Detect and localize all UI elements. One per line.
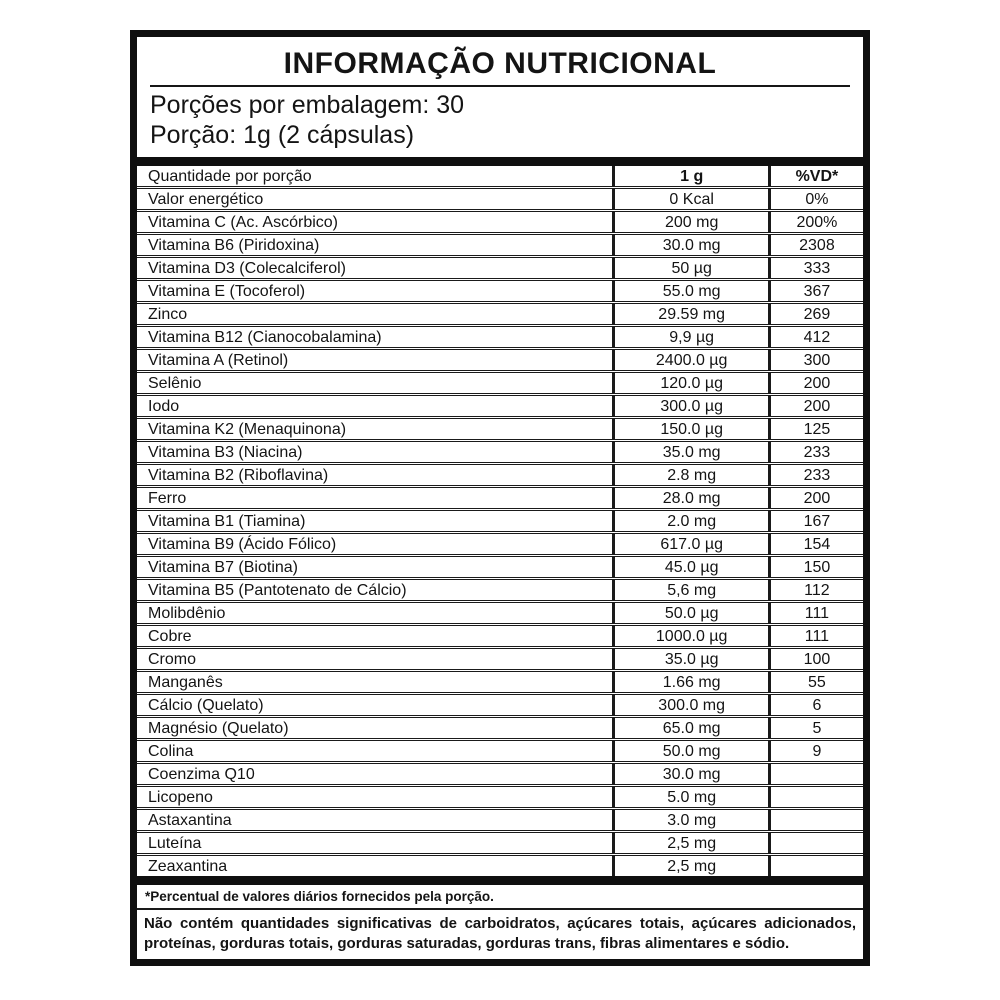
nutrient-name: Selênio [137,372,614,395]
nutrient-dv: 55 [769,671,863,694]
nutrient-row [137,556,863,579]
nutrient-amount: 55.0 mg [614,280,769,303]
nutrient-name: Iodo [137,395,614,418]
nutrient-row [137,510,863,533]
nutrient-name: Vitamina E (Tocoferol) [137,280,614,303]
nutrient-row [137,188,863,211]
nutrient-amount: 35.0 µg [614,648,769,671]
nutrient-dv: 300 [769,349,863,372]
nutrient-row [137,855,863,877]
nutrition-label-frame [130,30,870,966]
nutrient-name: Licopeno [137,786,614,809]
nutrient-amount: 1.66 mg [614,671,769,694]
nutrient-amount: 30.0 mg [614,234,769,257]
column-header-quantity: Quantidade por porção [137,166,614,188]
nutrient-row [137,579,863,602]
nutrient-row [137,694,863,717]
column-header-amount: 1 g [614,166,769,188]
nutrient-row [137,671,863,694]
nutrient-row [137,326,863,349]
nutrient-amount: 45.0 µg [614,556,769,579]
nutrient-dv: 111 [769,602,863,625]
nutrient-dv: 2308 [769,234,863,257]
daily-value-footnote: *Percentual de valores diários fornecidos pela porção. [137,885,863,910]
nutrient-row [137,717,863,740]
nutrient-amount: 200 mg [614,211,769,234]
nutrient-dv: 200 [769,487,863,510]
nutrient-dv: 125 [769,418,863,441]
table-bottom-bar [137,876,863,885]
nutrient-amount: 50.0 mg [614,740,769,763]
nutrient-name: Magnésio (Quelato) [137,717,614,740]
nutrient-name: Valor energético [137,188,614,211]
nutrient-amount: 617.0 µg [614,533,769,556]
nutrient-row [137,602,863,625]
nutrient-amount: 9,9 µg [614,326,769,349]
nutrient-name: Vitamina B6 (Piridoxina) [137,234,614,257]
nutrient-amount: 2,5 mg [614,832,769,855]
header-row [137,166,863,188]
nutrient-name: Luteína [137,832,614,855]
nutrient-amount: 2400.0 µg [614,349,769,372]
nutrient-name: Vitamina B3 (Niacina) [137,441,614,464]
nutrient-row [137,809,863,832]
nutrient-name: Vitamina B2 (Riboflavina) [137,464,614,487]
nutrient-row [137,441,863,464]
no-significant-amounts-disclaimer: Não contém quantidades significativas de carboidratos, açúcares totais, açúcares adicionados, proteínas, gorduras totais, gorduras saturadas, gorduras trans, fibras alimentares e sódio. [144,915,856,952]
nutrient-row [137,303,863,326]
nutrient-name: Vitamina B7 (Biotina) [137,556,614,579]
nutrient-dv [769,763,863,786]
nutrient-amount: 300.0 µg [614,395,769,418]
table-top-bar [137,157,863,166]
nutrient-name: Vitamina B12 (Cianocobalamina) [137,326,614,349]
nutrient-amount: 65.0 mg [614,717,769,740]
nutrient-amount: 30.0 mg [614,763,769,786]
nutrient-name: Vitamina C (Ac. Ascórbico) [137,211,614,234]
nutrient-name: Vitamina D3 (Colecalciferol) [137,257,614,280]
nutrient-amount: 120.0 µg [614,372,769,395]
nutrient-name: Cobre [137,625,614,648]
nutrient-dv: 154 [769,533,863,556]
nutrient-name: Molibdênio [137,602,614,625]
serving-size-text: Porção: 1g (2 cápsulas) [150,121,415,149]
nutrient-amount: 300.0 mg [614,694,769,717]
nutrient-dv [769,786,863,809]
nutrient-row [137,349,863,372]
nutrient-name: Cromo [137,648,614,671]
nutrient-amount: 5,6 mg [614,579,769,602]
nutrient-dv: 5 [769,717,863,740]
nutrient-amount: 2,5 mg [614,855,769,877]
nutrient-row [137,740,863,763]
title-divider [150,85,850,87]
nutrient-name: Coenzima Q10 [137,763,614,786]
page-title: INFORMAÇÃO NUTRICIONAL [283,47,717,80]
nutrient-row [137,280,863,303]
nutrient-dv: 100 [769,648,863,671]
nutrient-dv: 150 [769,556,863,579]
nutrient-dv: 6 [769,694,863,717]
nutrient-row [137,372,863,395]
nutrient-row [137,625,863,648]
nutrient-row [137,533,863,556]
nutrient-dv: 111 [769,625,863,648]
nutrient-row [137,786,863,809]
nutrient-row [137,395,863,418]
nutrient-dv [769,855,863,877]
nutrient-dv: 367 [769,280,863,303]
nutrient-amount: 50.0 µg [614,602,769,625]
nutrient-name: Vitamina B1 (Tiamina) [137,510,614,533]
nutrient-name: Vitamina B5 (Pantotenato de Cálcio) [137,579,614,602]
nutrient-row [137,234,863,257]
nutrient-amount: 2.8 mg [614,464,769,487]
serving-info [150,90,850,150]
nutrient-dv: 9 [769,740,863,763]
nutrient-amount: 0 Kcal [614,188,769,211]
nutrient-dv [769,832,863,855]
nutrient-dv: 200 [769,372,863,395]
nutrient-row [137,418,863,441]
nutrient-name: Vitamina B9 (Ácido Fólico) [137,533,614,556]
nutrient-amount: 28.0 mg [614,487,769,510]
nutrient-amount: 2.0 mg [614,510,769,533]
nutrient-dv: 333 [769,257,863,280]
nutrient-name: Vitamina K2 (Menaquinona) [137,418,614,441]
nutrient-row [137,648,863,671]
nutrient-dv: 269 [769,303,863,326]
nutrient-dv: 233 [769,464,863,487]
nutrient-dv [769,809,863,832]
nutrient-amount: 50 µg [614,257,769,280]
nutrient-amount: 35.0 mg [614,441,769,464]
nutrient-name: Manganês [137,671,614,694]
nutrient-dv: 167 [769,510,863,533]
nutrient-dv: 0% [769,188,863,211]
nutrient-name: Vitamina A (Retinol) [137,349,614,372]
nutrient-dv: 200 [769,395,863,418]
nutrition-table [137,166,863,876]
nutrient-name: Zeaxantina [148,858,228,875]
nutrient-row [137,464,863,487]
nutrition-table-header [137,166,863,188]
nutrient-amount: 5.0 mg [614,786,769,809]
column-header-dv: %VD* [769,166,863,188]
servings-per-package-text: Porções por embalagem: 30 [150,91,465,119]
nutrient-row [137,763,863,786]
nutrient-dv: 233 [769,441,863,464]
nutrient-tbody [137,188,863,877]
nutrient-name: Colina [137,740,614,763]
nutrient-amount: 1000.0 µg [614,625,769,648]
nutrient-name: Zinco [137,303,614,326]
nutrient-dv: 112 [769,579,863,602]
nutrient-amount: 3.0 mg [614,809,769,832]
nutrient-name: Cálcio (Quelato) [137,694,614,717]
nutrient-amount: 150.0 µg [614,418,769,441]
nutrient-row [137,211,863,234]
nutrient-row [137,487,863,510]
nutrient-dv: 200% [769,211,863,234]
nutrient-row [137,257,863,280]
nutrient-name: Ferro [137,487,614,510]
nutrient-name: Astaxantina [137,809,614,832]
nutrient-row [137,832,863,855]
nutrient-amount: 29.59 mg [614,303,769,326]
nutrient-dv: 412 [769,326,863,349]
